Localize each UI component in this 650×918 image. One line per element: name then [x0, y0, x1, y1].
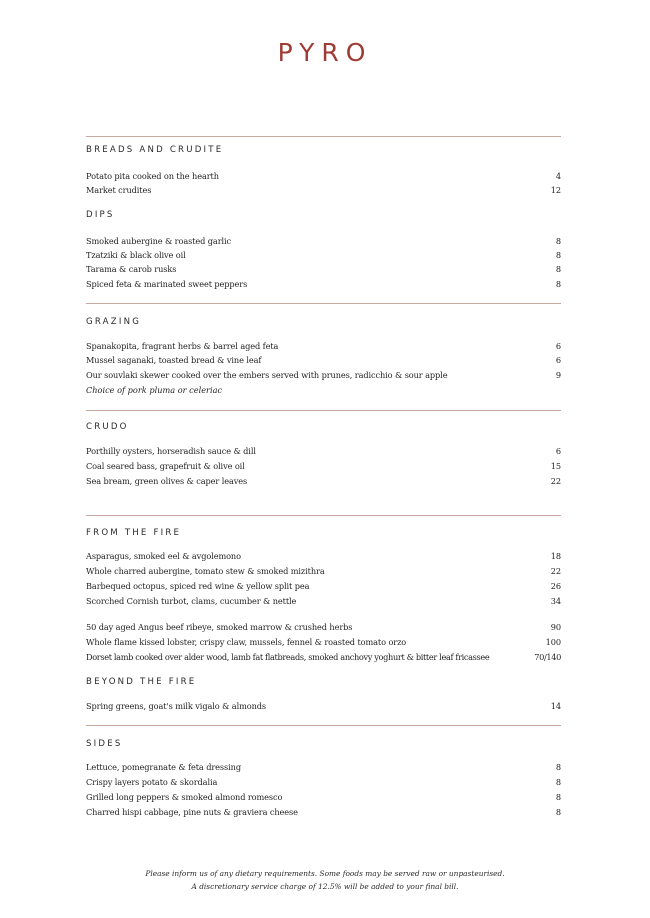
item-name: Asparagus, smoked eel & avgolemono [86, 551, 241, 561]
item-name: Porthilly oysters, horseradish sauce & dill [86, 446, 256, 456]
menu-item [86, 277, 561, 291]
item-price: 8 [555, 236, 561, 246]
brand-logo: PYRO [277, 38, 373, 67]
item-price: 4 [555, 171, 561, 181]
menu-item [86, 594, 561, 608]
item-name: Dorset lamb cooked over alder wood, lamb fat flatbreads, smoked anchovy yoghurt & bitter leaf fricassee [86, 652, 490, 662]
menu-item [86, 368, 561, 382]
item-name: Grilled long peppers & smoked almond romesco [86, 792, 283, 802]
menu-item [86, 805, 561, 819]
item-name: Scorched Cornish turbot, clams, cucumber & nettle [86, 596, 297, 606]
menu-item [86, 248, 561, 262]
item-price: 100 [545, 637, 561, 647]
item-name: 50 day aged Angus beef ribeye, smoked marrow & crushed herbs [86, 622, 353, 632]
footer-dietary-note: Please inform us of any dietary requirements. Some foods may be served raw or unpasteurised. [145, 869, 505, 878]
divider [86, 410, 561, 411]
item-name: Whole flame kissed lobster, crispy claw, mussels, fennel & roasted tomato orzo [86, 637, 407, 647]
footer-service-charge: A discretionary service charge of 12.5% will be added to your final bill. [191, 882, 459, 891]
item-price: 6 [555, 341, 561, 351]
item-price: 6 [555, 446, 561, 456]
item-name: Lettuce, pomegranate & feta dressing [86, 762, 241, 772]
menu-item [86, 262, 561, 276]
menu-item [86, 234, 561, 248]
section-title-breads: BREADS AND CRUDITE [86, 145, 224, 155]
divider [86, 303, 561, 304]
section-title-fire: FROM THE FIRE [86, 528, 182, 538]
section-title-dips: DIPS [86, 210, 115, 220]
divider [86, 136, 561, 137]
menu-item [86, 579, 561, 593]
item-name: Coal seared bass, grapefruit & olive oil [86, 461, 245, 471]
menu-item [86, 183, 561, 197]
menu-item [86, 620, 561, 634]
item-price: 22 [550, 476, 561, 486]
item-name: Spring greens, goat's milk vigalo & almonds [86, 701, 267, 711]
item-price: 22 [550, 566, 561, 576]
item-price: 70/140 [534, 652, 561, 662]
menu-item [86, 474, 561, 488]
item-name: Tarama & carob rusks [86, 264, 177, 274]
item-name: Tzatziki & black olive oil [86, 250, 186, 260]
menu-item [86, 459, 561, 473]
item-name: Mussel saganaki, toasted bread & vine leaf [86, 355, 262, 365]
section-title-grazing: GRAZING [86, 317, 142, 327]
menu-item [86, 650, 561, 664]
menu-item [86, 169, 561, 183]
item-name: Smoked aubergine & roasted garlic [86, 236, 232, 246]
menu-item [86, 635, 561, 649]
item-price: 6 [555, 355, 561, 365]
item-name: Market crudites [86, 185, 152, 195]
menu-item [86, 775, 561, 789]
section-title-crudo: CRUDO [86, 422, 129, 432]
menu-item [86, 760, 561, 774]
item-price: 8 [555, 264, 561, 274]
section-title-beyond: BEYOND THE FIRE [86, 677, 197, 687]
item-price: 12 [550, 185, 561, 195]
item-name: Sea bream, green olives & caper leaves [86, 476, 248, 486]
menu-item [86, 339, 561, 353]
item-price: 8 [555, 792, 561, 802]
item-price: 8 [555, 279, 561, 289]
item-price: 8 [555, 777, 561, 787]
menu-item [86, 444, 561, 458]
item-name: Spiced feta & marinated sweet peppers [86, 279, 248, 289]
item-name: Spanakopita, fragrant herbs & barrel aged feta [86, 341, 279, 351]
item-price: 15 [550, 461, 561, 471]
menu-item [86, 790, 561, 804]
item-price: 34 [550, 596, 561, 606]
item-name: Potato pita cooked on the hearth [86, 171, 219, 181]
item-price: 90 [550, 622, 561, 632]
divider [86, 725, 561, 726]
item-price: 8 [555, 762, 561, 772]
menu-item [86, 699, 561, 713]
item-price: 26 [550, 581, 561, 591]
section-title-sides: SIDES [86, 739, 123, 749]
item-price: 18 [550, 551, 561, 561]
item-name: Barbequed octopus, spiced red wine & yellow split pea [86, 581, 310, 591]
item-name: Our souvlaki skewer cooked over the embers served with prunes, radicchio & sour apple [86, 370, 448, 380]
menu-item [86, 549, 561, 563]
item-name: Whole charred aubergine, tomato stew & smoked mizithra [86, 566, 325, 576]
item-price: 8 [555, 250, 561, 260]
menu-item [86, 564, 561, 578]
item-note: Choice of pork pluma or celeriac [86, 385, 223, 395]
divider [86, 515, 561, 516]
item-name: Charred hispi cabbage, pine nuts & graviera cheese [86, 807, 298, 817]
item-price: 14 [550, 701, 561, 711]
item-price: 9 [555, 370, 561, 380]
item-name: Crispy layers potato & skordalia [86, 777, 218, 787]
menu-item [86, 353, 561, 367]
item-price: 8 [555, 807, 561, 817]
